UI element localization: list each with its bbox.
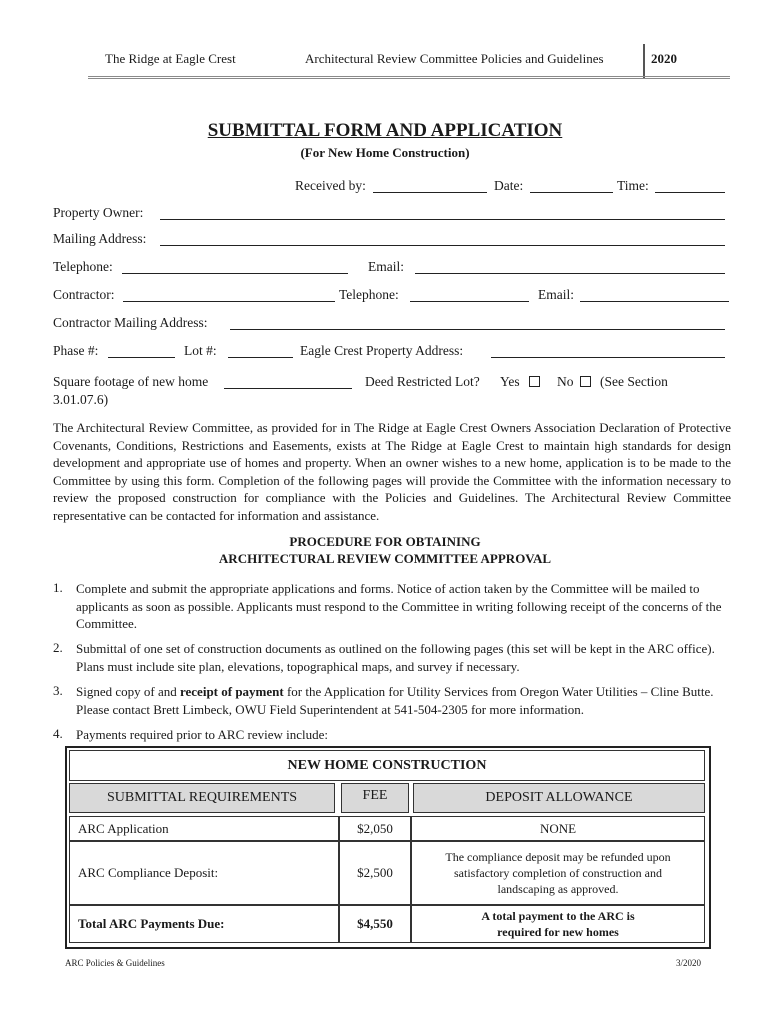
step-2-text: Submittal of one set of construction documents as outlined on the following pages (this set will be kept in the ARC office). Plans must include site plan, elevations, topographical maps, and survey if necessary.: [76, 641, 715, 674]
row-1-deposit: NONE: [411, 816, 705, 841]
phase-label: Phase #:: [53, 343, 99, 358]
date-label: Date:: [494, 178, 524, 193]
procedure-heading-2: ARCHITECTURAL REVIEW COMMITTEE APPROVAL: [218, 551, 552, 566]
row-3-deposit: A total payment to the ARC is required for new homes: [411, 905, 705, 943]
step-3-text-bold: receipt of payment: [179, 684, 284, 699]
contractor-field[interactable]: [123, 301, 335, 302]
time-field[interactable]: [655, 192, 725, 193]
contractor-email-label: Email:: [538, 287, 574, 302]
lot-field[interactable]: [228, 357, 293, 358]
email-label: Email:: [368, 259, 404, 274]
step-3-number: 3.: [53, 683, 63, 698]
property-owner-field[interactable]: [160, 219, 725, 220]
step-1-number: 1.: [53, 580, 63, 595]
contractor-telephone-field[interactable]: [410, 301, 529, 302]
header-center: Architectural Review Committee Policies and Guidelines: [305, 51, 604, 66]
no-checkbox[interactable]: [580, 376, 591, 387]
row-1-requirement: ARC Application: [69, 816, 339, 841]
step-3-text-b: for the Application for Utility Services from Oregon Water Utilities – Cline Butte. Please contact Brett Limbeck, OWU Field Superintendent at 541-504-2305 for more information.: [76, 684, 714, 717]
step-2-number: 2.: [53, 640, 63, 655]
footer-left: ARC Policies & Guidelines: [65, 958, 165, 968]
property-owner-label: Property Owner:: [53, 205, 144, 220]
mailing-address-field[interactable]: [160, 245, 725, 246]
intro-paragraph: The Architectural Review Committee, as provided for in The Ridge at Eagle Crest Owners Association Declaration of Protective Covenants, Conditions, Restrictions and Easements, exists at The Ridge at Eagle Crest to maintain high standards for design development and appropriate use of homes and property. When an owner wishes to a new home, application is to be made to the Committee by using this form. Completion of the following pages will provide the Committee with the information necessary to review the proposed construction for compliance with the Policies and Guidelines. The Architectural Review Committee representative can be contacted for information and assistance.: [53, 420, 731, 523]
table-title: NEW HOME CONSTRUCTION: [69, 750, 705, 781]
telephone-label: Telephone:: [53, 259, 113, 274]
eagle-crest-address-label: Eagle Crest Property Address:: [300, 343, 464, 358]
received-by-field[interactable]: [373, 192, 487, 193]
row-3-fee: $4,550: [339, 905, 411, 943]
see-section-label: (See Section: [600, 374, 668, 389]
yes-option[interactable]: [500, 374, 540, 390]
no-option[interactable]: [557, 374, 591, 390]
contractor-mailing-label: Contractor Mailing Address:: [53, 315, 208, 330]
header-deposit: DEPOSIT ALLOWANCE: [413, 783, 705, 813]
contractor-telephone-label: Telephone:: [339, 287, 399, 302]
no-label: No: [557, 374, 574, 389]
contractor-mailing-field[interactable]: [230, 329, 725, 330]
header-rule: [88, 76, 730, 79]
row-3-requirement: Total ARC Payments Due:: [69, 905, 339, 943]
row-2-deposit: The compliance deposit may be refunded upon satisfactory completion of construction and landscaping as approved.: [411, 841, 705, 905]
fee-table: [65, 746, 711, 949]
telephone-field[interactable]: [122, 273, 348, 274]
contractor-email-field[interactable]: [580, 301, 729, 302]
deed-restricted-label: Deed Restricted Lot?: [365, 374, 480, 389]
step-3-text: [76, 683, 731, 718]
yes-label: Yes: [500, 374, 520, 389]
eagle-crest-address-field[interactable]: [491, 357, 725, 358]
time-label: Time:: [617, 178, 649, 193]
yes-checkbox[interactable]: [529, 376, 540, 387]
square-footage-field[interactable]: [224, 388, 352, 389]
step-4-text: Payments required prior to ARC review include:: [76, 727, 329, 742]
phase-field[interactable]: [108, 357, 175, 358]
received-by-label: Received by:: [295, 178, 366, 193]
header-requirements: SUBMITTAL REQUIREMENTS: [69, 783, 335, 813]
header-left: The Ridge at Eagle Crest: [105, 51, 236, 66]
contractor-label: Contractor:: [53, 287, 115, 302]
step-3-text-a: Signed copy of and: [76, 684, 180, 699]
step-1-text: Complete and submit the appropriate applications and forms. Notice of action taken by the Committee will be mailed to applicants as soon as possible. Applicants must respond to the Committee in writing following receipt of the concerns of the Committee.: [76, 581, 722, 631]
step-4-number: 4.: [53, 726, 63, 741]
lot-label: Lot #:: [184, 343, 217, 358]
row-2-fee: $2,500: [339, 841, 411, 905]
date-field[interactable]: [530, 192, 613, 193]
header-year: 2020: [651, 51, 677, 66]
section-number: 3.01.07.6): [53, 392, 109, 407]
email-field[interactable]: [415, 273, 725, 274]
header-divider: [643, 44, 645, 78]
header-fee: FEE: [341, 783, 409, 813]
page-subtitle: (For New Home Construction): [300, 145, 470, 160]
row-2-requirement: ARC Compliance Deposit:: [69, 841, 339, 905]
page-title: SUBMITTAL FORM AND APPLICATION: [207, 120, 563, 141]
row-1-fee: $2,050: [339, 816, 411, 841]
procedure-heading-1: PROCEDURE FOR OBTAINING: [289, 534, 481, 549]
square-footage-label: Square footage of new home: [53, 374, 209, 389]
footer-right: 3/2020: [676, 958, 702, 968]
mailing-address-label: Mailing Address:: [53, 231, 147, 246]
